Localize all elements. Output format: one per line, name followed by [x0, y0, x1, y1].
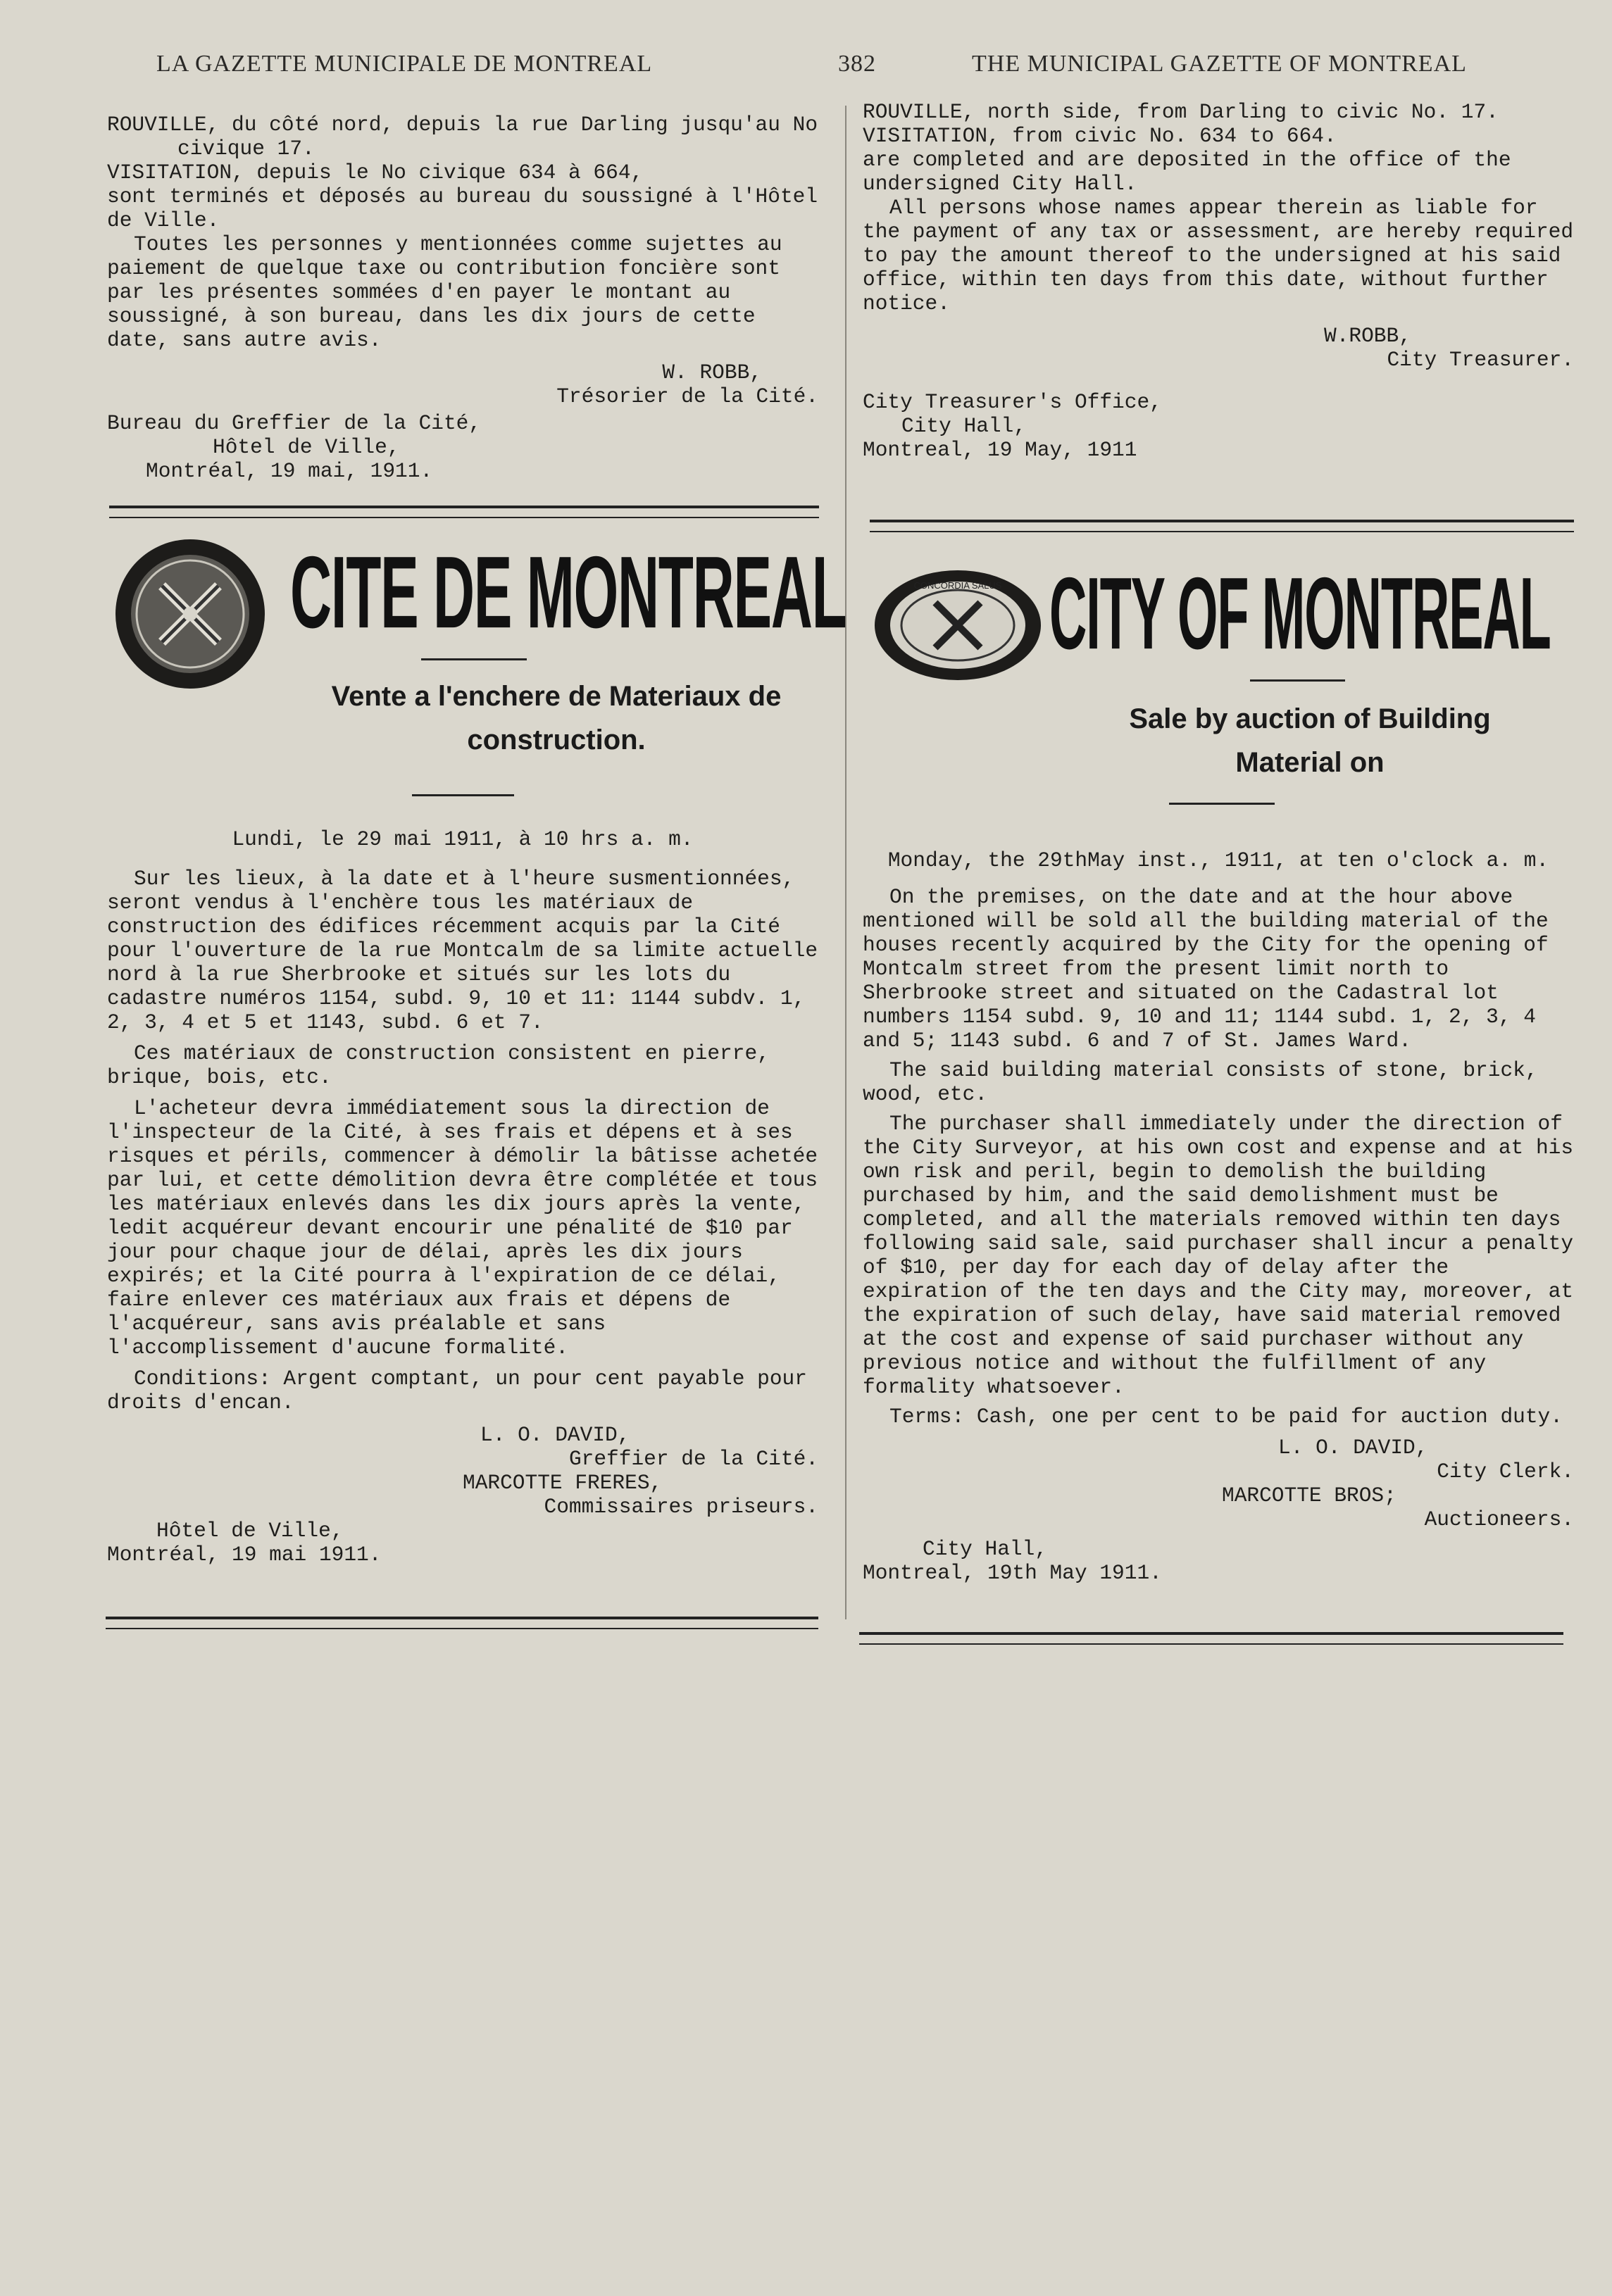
- left-treasurer-name: W. ROBB,: [662, 360, 762, 384]
- left-auction-body: [107, 827, 818, 1567]
- left-place-line1: Hôtel de Ville,: [156, 1519, 344, 1543]
- right-section-rule-top: [870, 520, 1574, 532]
- right-deposit-text: are completed and are deposited in the office of the undersigned City Hall.: [863, 148, 1511, 196]
- left-auction-date: Lundi, le 29 mai 1911, à 10 hrs a. m.: [232, 827, 694, 851]
- right-office-line2: City Hall,: [901, 414, 1027, 438]
- header-right-title: THE MUNICIPAL GAZETTE OF MONTREAL: [972, 51, 1467, 77]
- right-place-line1: City Hall,: [923, 1537, 1048, 1561]
- left-notice-title: CITE DE MONTREAL: [290, 535, 846, 649]
- right-auction-para2: The said building material consists of stone, brick, wood, etc.: [863, 1058, 1538, 1106]
- right-office-line1: City Treasurer's Office,: [863, 390, 1162, 414]
- left-auction-para3: L'acheteur devra immédiatement sous la direction de l'inspecteur de la Cité, à ses frais et dépens et à ses risques et périls, commencer à démolir la bâtisse achetée par lui, et cette démolition devra être complétée et tous les matériaux enlevés dans les dix jours après la vente, ledit acquéreur devant encourir une pénalité de $10 par jour pour chaque jour de délai, après les dix jours expirés; et la Cité pourra à l'expiration de ce délai, faire enlever ces matériaux aux frais et dépens de l'acquéreur, sans avis préalable et sans l'accomplissement d'aucune formalité.: [107, 1096, 818, 1360]
- left-office-line3: Montréal, 19 mai, 1911.: [146, 459, 433, 483]
- column-divider: [845, 106, 846, 1619]
- right-auctioneer-name: MARCOTTE BROS;: [1222, 1483, 1397, 1507]
- seal-motto: CONCORDIA SALUS: [913, 580, 1002, 591]
- right-subtitle-line1: Sale by auction of Building: [1129, 703, 1491, 734]
- right-tax-paragraph: All persons whose names appear therein as liable for the payment of any tax or assessment, are hereby required to pay the amount thereof to the undersigned at his said office, within ten days from this date, without further notice.: [863, 196, 1574, 315]
- left-deposit-text: sont terminés et déposés au bureau du soussigné à l'Hôtel de Ville.: [107, 184, 818, 232]
- right-subtitle-line2: Material on: [1235, 747, 1385, 778]
- right-treasurer-title: City Treasurer.: [1387, 348, 1574, 372]
- left-clerk-title: Greffier de la Cité.: [568, 1447, 818, 1471]
- right-clerk-title: City Clerk.: [1437, 1460, 1574, 1483]
- header-left-title: LA GAZETTE MUNICIPALE DE MONTREAL: [156, 51, 653, 77]
- left-notice-subtitle: Vente a l'enchere de Materiaux de construction.: [331, 681, 782, 755]
- city-seal-icon: [113, 537, 268, 691]
- right-auction-date: Monday, the 29thMay inst., 1911, at ten o'clock a. m.: [887, 848, 1549, 872]
- right-treasurer-name: W.ROBB,: [1324, 324, 1411, 348]
- left-office-line2: Hôtel de Ville,: [213, 435, 400, 459]
- page-number: 382: [838, 51, 876, 77]
- right-notice-treasurer: [863, 100, 1574, 462]
- right-street-rouville: ROUVILLE, north side, from Darling to civic No. 17.: [863, 100, 1499, 124]
- right-auction-body: [863, 848, 1574, 1585]
- left-section-rule-bottom: [106, 1617, 818, 1629]
- right-auction-para1: On the premises, on the date and at the hour above mentioned will be sold all the building material of the houses recently acquired by the City for the opening of Montcalm street from the present limit north to Sherbrooke street and situated on the Cadastral lot numbers 1154 subd. 9, 10 and 11; 1144 subd. 1, 2, 3, 4 and 5; 1143 subd. 6 and 7 of St. James Ward.: [863, 885, 1549, 1053]
- right-section-rule-bottom: [859, 1632, 1563, 1645]
- left-tax-paragraph: Toutes les personnes y mentionnées comme sujettes au paiement de quelque taxe ou contribution foncière sont par les présentes sommées d'en payer le montant au soussigné, à son bureau, dans les dix jours de cette date, sans autre avis.: [107, 232, 782, 352]
- left-title-rule: [421, 658, 527, 660]
- right-auction-para3: The purchaser shall immediately under the direction of the City Surveyor, at his own cost and expense and at his own risk and peril, begin to demolish the building purchased by him, and the said demolishment must be completed, and all the materials removed within ten days following said sale, said purchaser shall incur a penalty of $10, per day for each day of delay after the expiration of the ten days and the City may, moreover, at the expiration of such delay, have said material removed at the cost and expense of said purchaser without any previous notice and without the fulfillment of any formality whatsoever.: [863, 1112, 1574, 1399]
- right-notice-title: CITY OF MONTREAL: [1049, 556, 1551, 670]
- left-clerk-name: L. O. DAVID,: [480, 1423, 630, 1447]
- right-clerk-name: L. O. DAVID,: [1278, 1436, 1428, 1460]
- left-street-rouville: ROUVILLE, du côté nord, depuis la rue Darling jusqu'au No civique 17.: [107, 113, 818, 161]
- right-title-rule: [1250, 679, 1345, 682]
- left-place-line2: Montréal, 19 mai 1911.: [107, 1543, 382, 1567]
- right-street-visitation: VISITATION, from civic No. 634 to 664.: [863, 124, 1337, 148]
- left-auction-para1: Sur les lieux, à la date et à l'heure susmentionnées, seront vendus à l'enchère tous les matériaux de construction des édifices récemment acquis par la Cité pour l'ouverture de la rue Montcalm de sa limite actuelle nord à la rue Sherbrooke et situés sur les lots du cadastre numéros 1154, subd. 9, 10 et 11: 1144 subdv. 1, 2, 3, 4 et 5 et 1143, subd. 6 et 7.: [107, 867, 818, 1034]
- left-auctioneer-title: Commissaires priseurs.: [544, 1495, 818, 1519]
- left-office-line1: Bureau du Greffier de la Cité,: [107, 411, 482, 435]
- left-notice-treasurer: [107, 113, 818, 483]
- right-subtitle-rule: [1169, 803, 1275, 805]
- right-place-line2: Montreal, 19th May 1911.: [863, 1561, 1162, 1585]
- left-street-visitation: VISITATION, depuis le No civique 634 à 664,: [107, 161, 644, 184]
- left-subtitle-rule: [412, 794, 514, 796]
- left-auction-conditions: Conditions: Argent comptant, un pour cent payable pour droits d'encan.: [107, 1367, 807, 1414]
- left-treasurer-title: Trésorier de la Cité.: [556, 384, 818, 408]
- city-seal-icon: [873, 569, 1042, 682]
- right-office-line3: Montreal, 19 May, 1911: [863, 438, 1137, 462]
- left-auction-para2: Ces matériaux de construction consistent en pierre, brique, bois, etc.: [107, 1041, 770, 1089]
- right-auction-terms: Terms: Cash, one per cent to be paid for auction duty.: [889, 1405, 1563, 1429]
- right-notice-subtitle: [1042, 697, 1577, 784]
- left-auctioneer-name: MARCOTTE FRERES,: [463, 1471, 663, 1495]
- left-section-rule-top: [109, 506, 819, 518]
- right-auctioneer-title: Auctioneers.: [1424, 1507, 1574, 1531]
- running-header: [0, 51, 1612, 79]
